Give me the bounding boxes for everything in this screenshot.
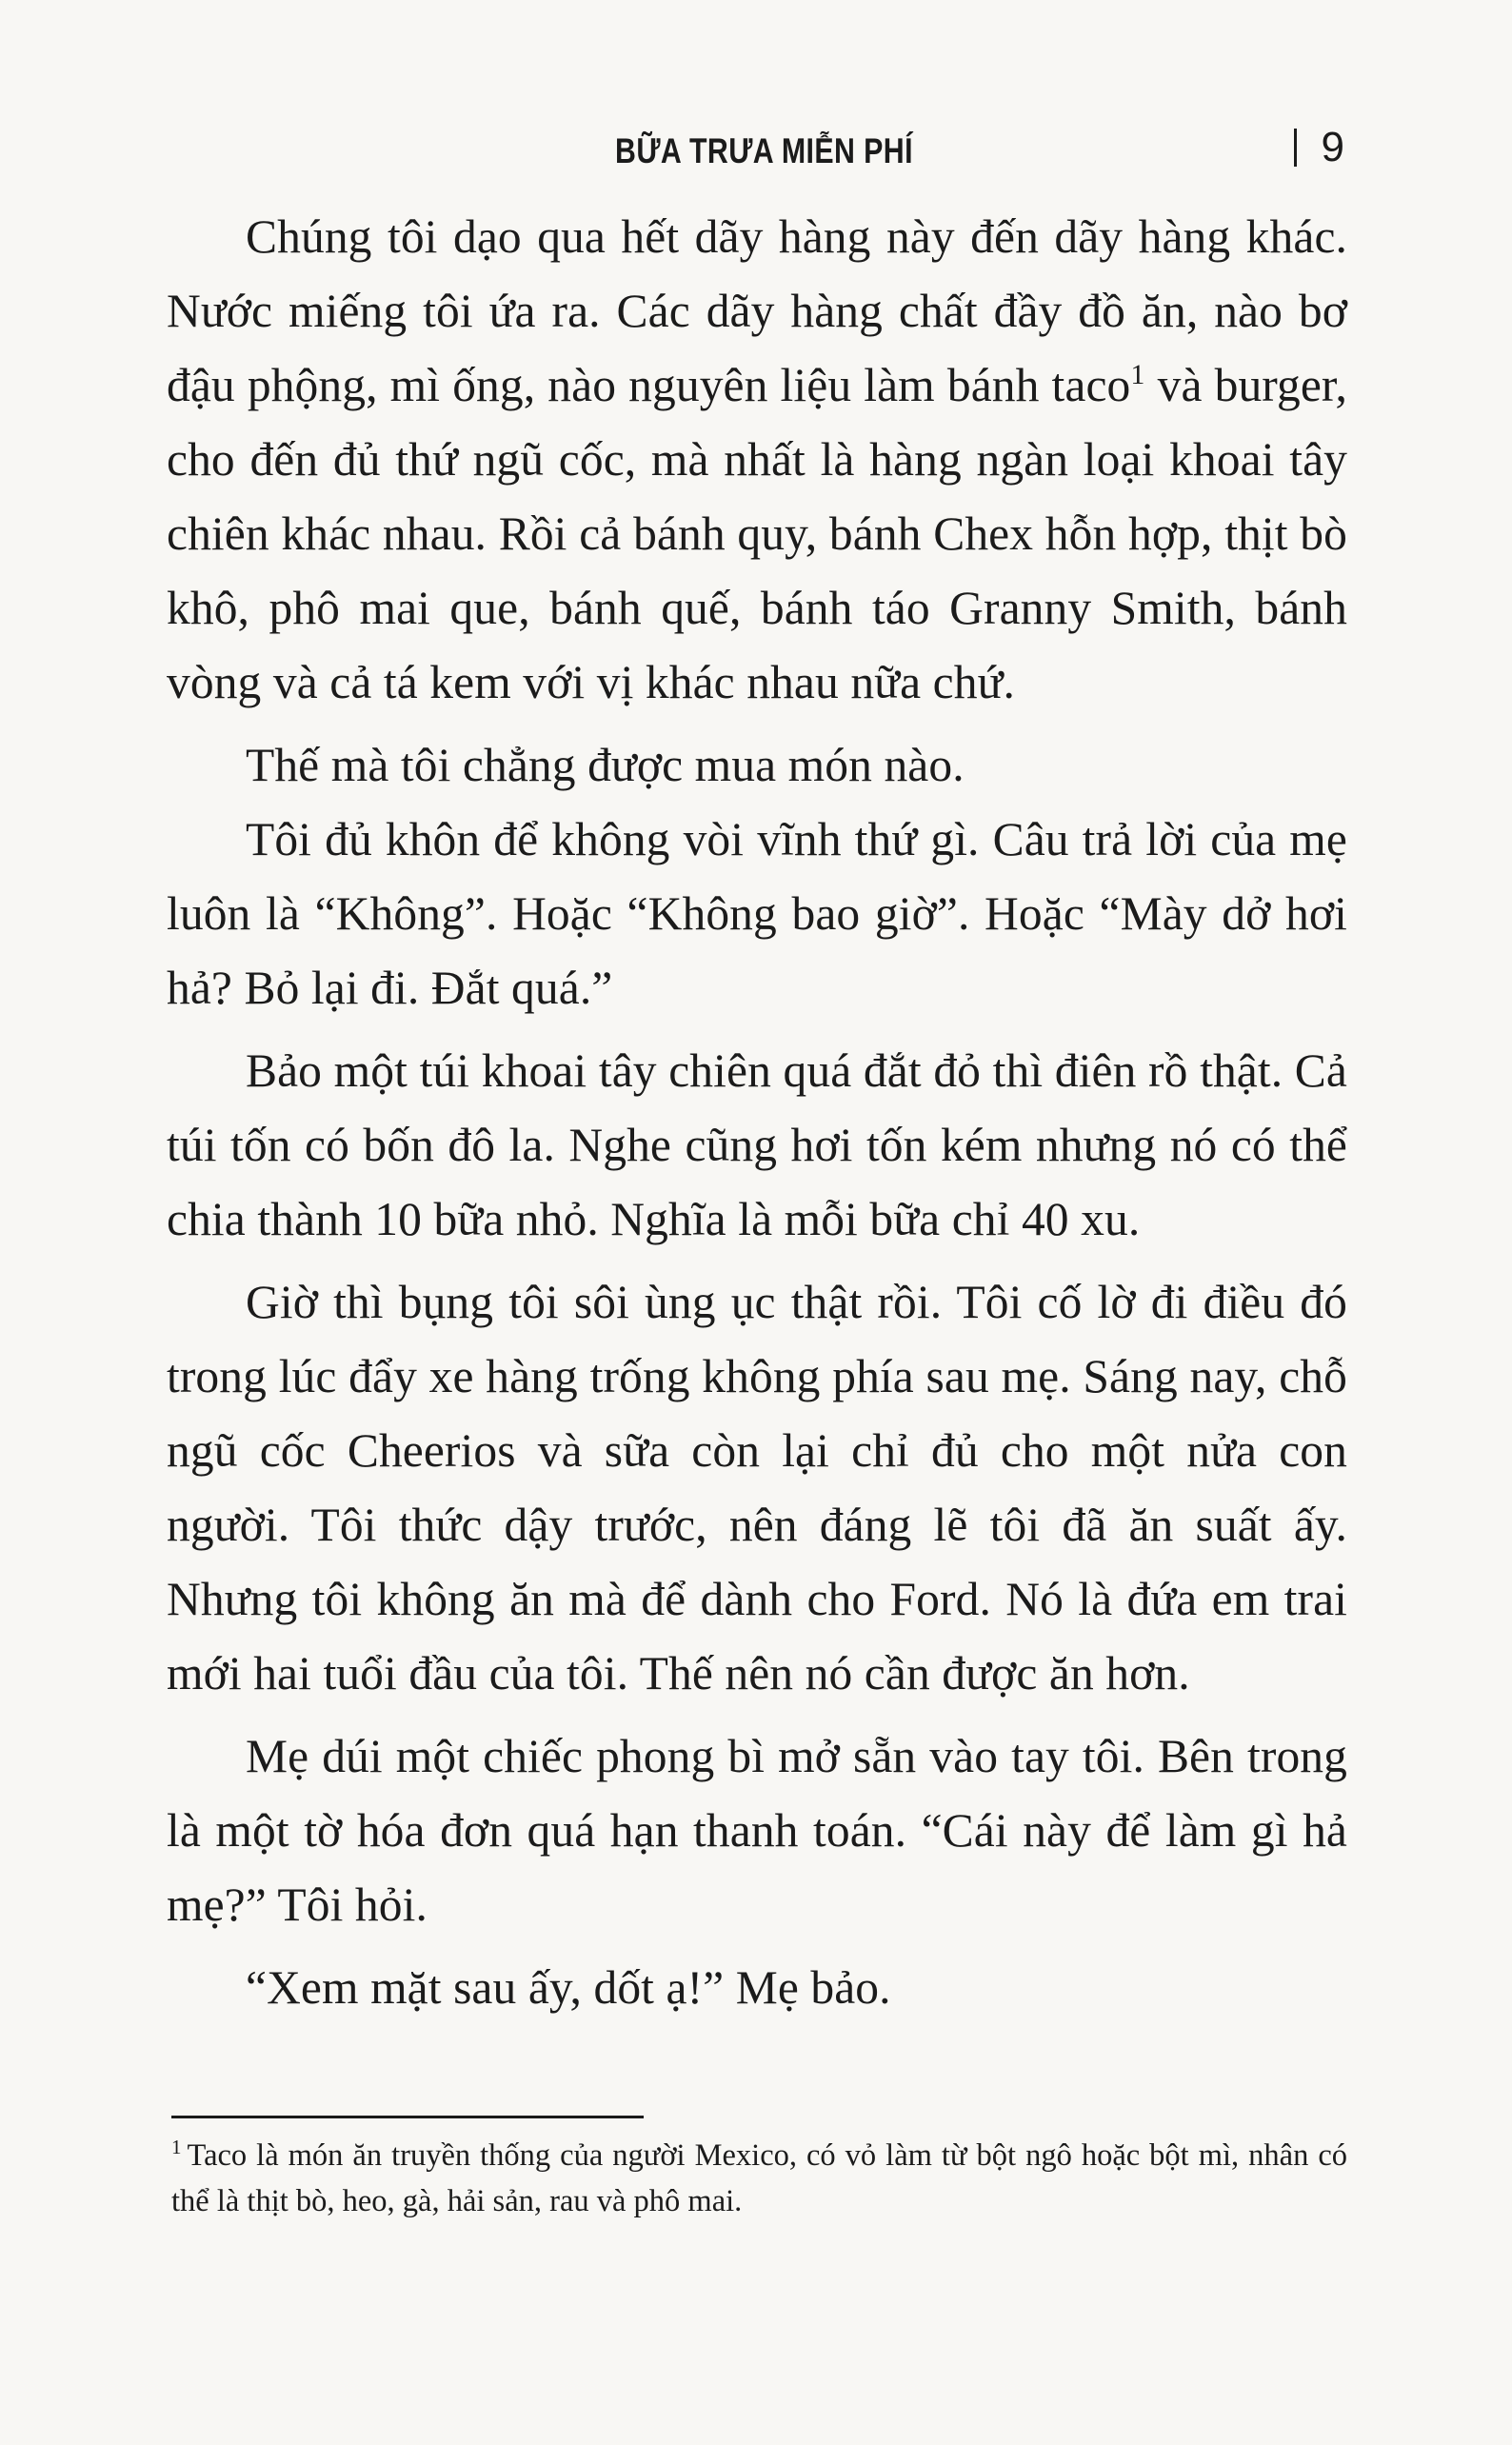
paragraph-text: và burger, cho đến đủ thứ ngũ cốc, mà nhất là hàng ngàn loại khoai tây chiên khác nhau. Rồi cả bánh quy, bánh Chex hỗn hợp, thịt bò khô, phô mai que, bánh quế, bánh táo Granny Smith, bánh vòng và cả tá kem với vị khác nhau nữa chứ. xyxy=(167,359,1347,708)
paragraph-text: Chúng tôi dạo qua hết dãy hàng này đến dãy hàng khác. Nước miếng tôi ứa ra. Các dãy hàng chất đầy đồ ăn, nào bơ đậu phộng, mì ống, nào nguyên liệu làm bánh taco xyxy=(167,210,1347,411)
paragraph: “Xem mặt sau ấy, dốt ạ!” Mẹ bảo. xyxy=(246,1961,891,2014)
paragraph: Giờ thì bụng tôi sôi ùng ục thật rồi. Tôi cố lờ đi điều đó trong lúc đẩy xe hàng trống không phía sau mẹ. Sáng nay, chỗ ngũ cốc Cheerios và sữa còn lại chỉ đủ cho một nửa con người. Tôi thức dậy trước, nên đáng lẽ tôi đã ăn suất ấy. Nhưng tôi không ăn mà để dành cho Ford. Nó là đứa em trai mới hai tuổi đầu của tôi. Thế nên nó cần được ăn hơn. xyxy=(167,1276,1347,1700)
page-number: 9 xyxy=(1321,124,1344,170)
paragraph xyxy=(167,200,1347,720)
paragraph: Mẹ dúi một chiếc phong bì mở sẵn vào tay tôi. Bên trong là một tờ hóa đơn quá hạn thanh toán. “Cái này để làm gì hả mẹ?” Tôi hỏi. xyxy=(167,1730,1347,1931)
paragraph: Bảo một túi khoai tây chiên quá đắt đỏ thì điên rồ thật. Cả túi tốn có bốn đô la. Nghe cũng hơi tốn kém nhưng nó có thể chia thành 10 bữa nhỏ. Nghĩa là mỗi bữa chỉ 40 xu. xyxy=(167,1044,1347,1245)
running-head xyxy=(167,122,1362,189)
footnote-divider xyxy=(171,2116,644,2118)
chapter-title: BỮA TRƯA MIỄN PHÍ xyxy=(615,131,913,170)
body-text xyxy=(167,200,1347,2025)
paragraph: Tôi đủ khôn để không vòi vĩnh thứ gì. Câu trả lời của mẹ luôn là “Không”. Hoặc “Không bao giờ”. Hoặc “Mày dở hơi hả? Bỏ lại đi. Đắt quá.” xyxy=(167,813,1347,1014)
paragraph: Thế mà tôi chẳng được mua món nào. xyxy=(246,739,965,791)
footnote-marker: 1 xyxy=(171,2136,182,2158)
footnote-text: Taco là món ăn truyền thống của người Mexico, có vỏ làm từ bột ngô hoặc bột mì, nhân có thể là thịt bò, heo, gà, hải sản, rau và phô mai. xyxy=(171,2138,1347,2218)
footnote-reference: 1 xyxy=(1130,359,1145,390)
page-number-group xyxy=(1294,124,1344,171)
footnote xyxy=(171,2133,1347,2224)
header-divider xyxy=(1294,129,1297,167)
